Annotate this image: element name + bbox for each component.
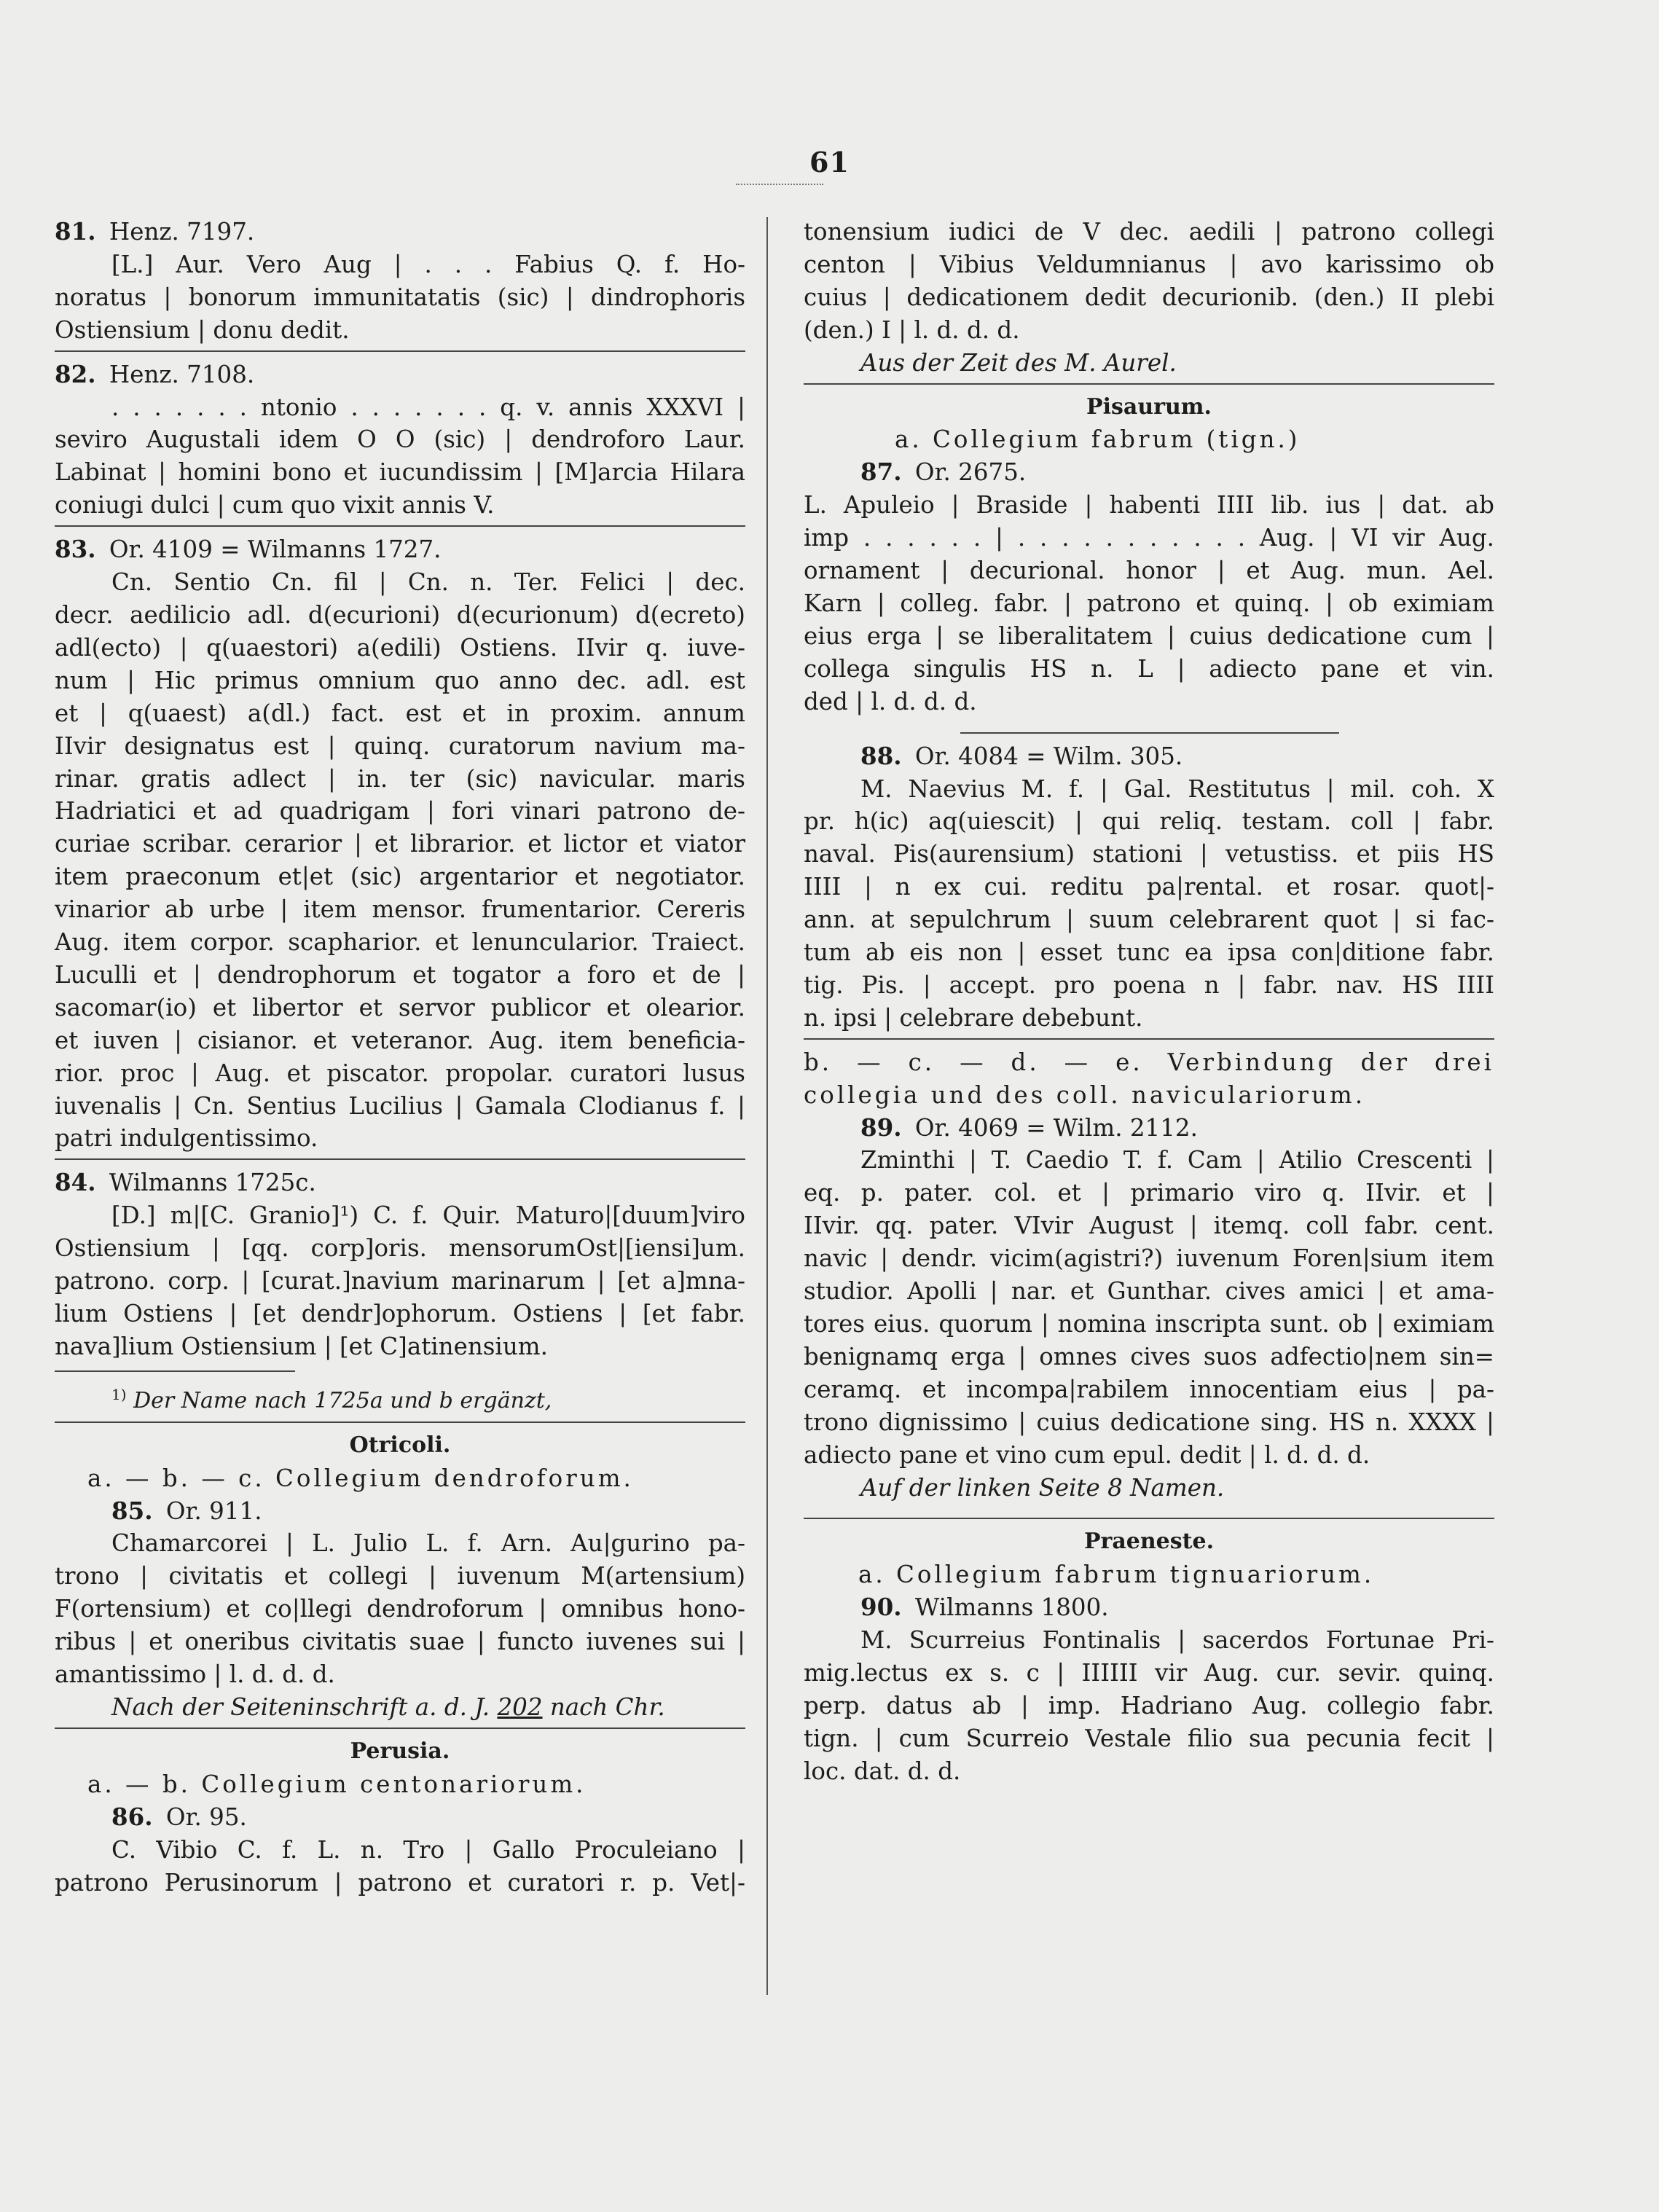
text-line: pr. h(ic) aq(uiescit) | qui reliq. testam. coll | fabr. — [804, 807, 1494, 836]
separator-rule — [960, 732, 1339, 734]
text-line: . . . . . . . ntonio . . . . . . . q. v. annis XXXVI | — [111, 393, 745, 421]
entry-heading — [55, 1801, 745, 1834]
text-line: IIvir. qq. pater. VIvir August | itemq. coll fabr. cent. — [804, 1212, 1494, 1240]
text-line: eq. p. pater. col. et | primario viro q. IIvir. et | — [804, 1179, 1494, 1207]
entry-reference: Henz. 7108. — [109, 360, 255, 388]
separator-rule — [55, 350, 745, 352]
spacer — [804, 718, 1494, 729]
text-line: Ostiensium | [qq. corp]oris. mensorumOst|[iensi]um. — [55, 1234, 745, 1263]
separator-rule — [804, 1038, 1494, 1040]
entry-heading — [55, 533, 745, 566]
text-line: mig.lectus ex s. c | IIIIII vir Aug. cur. sevir. quinq. — [804, 1659, 1494, 1687]
separator-rule — [804, 383, 1494, 385]
section-pisaurum — [804, 391, 1494, 1505]
collegium-title: a. — b. — c. Collegium dendroforum. — [87, 1464, 634, 1492]
text-line: coniugi dulci | cum quo vixit annis V. — [55, 491, 495, 519]
entry-reference: Or. 4069 = Wilm. 2112. — [914, 1113, 1198, 1142]
section-heading: Pisaurum. — [1086, 393, 1212, 420]
text-line: ded | l. d. d. d. — [804, 687, 977, 715]
collegium-title: a. — b. Collegium centonariorum. — [87, 1770, 587, 1798]
text-line: curiae scribar. cerarior | et librarior. et lictor et viator — [55, 830, 745, 858]
entry-number: 88. — [860, 741, 902, 770]
note-text: Nach der Seiteninschrift a. d. J. — [111, 1693, 490, 1721]
text-line: Hadriatici et ad quadrigam | fori vinari patrono de- — [55, 797, 745, 825]
text-line: seviro Augustali idem O O (sic) | dendroforo Laur. — [55, 425, 745, 454]
text-line: amantissimo | l. d. d. d. — [55, 1660, 335, 1689]
collegium-title: collegia und des coll. naviculariorum. — [804, 1080, 1366, 1109]
section-heading: Praeneste. — [1083, 1529, 1215, 1555]
text-line: M. Scurreius Fontinalis | sacerdos Fortunae Pri- — [860, 1626, 1494, 1655]
text-line: loc. dat. d. d. — [804, 1757, 961, 1785]
entry-81 — [55, 216, 745, 347]
text-line: Luculli et | dendrophorum et togator a foro et de | — [55, 960, 745, 989]
entry-number: 81. — [55, 217, 96, 246]
text-line: rior. proc | Aug. et piscator. propolar. curatori lusus — [55, 1059, 745, 1087]
entry-reference: Or. 4109 = Wilmanns 1727. — [109, 536, 442, 564]
separator-rule — [55, 525, 745, 527]
entry-84 — [55, 1166, 745, 1417]
footnote — [55, 1378, 745, 1418]
entry-reference: Or. 4084 = Wilm. 305. — [914, 742, 1183, 770]
separator-rule — [55, 1421, 745, 1423]
note-text: nach Chr. — [549, 1693, 665, 1721]
text-line: studior. Apolli | nar. et Gunthar. cives amici | et ama- — [804, 1277, 1494, 1306]
text-line: et iuven | cisianor. et veteranor. Aug. item beneficia- — [55, 1026, 745, 1054]
entry-83 — [55, 533, 745, 1155]
text-line: vinarior ab urbe | item mensor. frumentarior. Cereris — [55, 895, 745, 924]
separator-rule — [55, 1158, 745, 1160]
text-line: trono | civitatis et collegi | iuvenum M(artensium) — [55, 1562, 745, 1591]
entry-reference: Wilmanns 1800. — [914, 1593, 1109, 1622]
entry-heading — [804, 1591, 1494, 1624]
entry-86-continued — [804, 216, 1494, 380]
text-line: L. Apuleio | Braside | habenti IIII lib. ius | dat. ab — [804, 491, 1494, 519]
text-line: perp. datus ab | imp. Hadriano Aug. collegio fabr. — [804, 1691, 1494, 1719]
text-line: collega singulis HS n. L | adiecto pane et vin. — [804, 654, 1494, 683]
text-line: Chamarcorei | L. Julio L. f. Arn. Au|gurino pa- — [111, 1529, 745, 1558]
text-line: noratus | bonorum immunitatatis (sic) | dindrophoris — [55, 283, 745, 311]
text-line: num | Hic primus omnium quo anno dec. adl. est — [55, 666, 745, 694]
collegium-title: a. Collegium fabrum (tign.) — [895, 425, 1301, 454]
collegium-title: b. — c. — d. — e. Verbindung der drei — [804, 1048, 1494, 1076]
text-line: Zminthi | T. Caedio T. f. Cam | Atilio Crescenti | — [860, 1146, 1494, 1174]
text-line: IIvir designatus est | quinq. curatorum navium ma- — [55, 732, 745, 760]
entry-heading — [55, 358, 745, 391]
entry-reference: Or. 95. — [165, 1803, 247, 1831]
entry-number: 90. — [860, 1593, 902, 1622]
text-line: item praeconum et|et (sic) argentarior et negotiator. — [55, 863, 745, 891]
page-number: 61 — [809, 146, 850, 179]
entry-number: 86. — [111, 1802, 153, 1831]
text-line: benignamq erga | omnes cives suos adfectio|nem sin= — [804, 1342, 1494, 1370]
entry-reference: Or. 2675. — [914, 458, 1027, 487]
text-line: M. Naevius M. f. | Gal. Restitutus | mil. coh. X — [860, 774, 1494, 803]
text-line: tig. Pis. | accept. pro poena n | fabr. nav. HS IIII — [804, 970, 1494, 999]
text-line: (den.) I | l. d. d. d. — [804, 315, 1020, 344]
entry-number: 83. — [55, 535, 96, 564]
text-line: tign. | cum Scurreio Vestale filio sua pecunia fecit | — [804, 1724, 1494, 1752]
text-line: C. Vibio C. f. L. n. Tro | Gallo Proculeiano | — [111, 1835, 745, 1864]
separator-rule — [55, 1727, 745, 1729]
text-line: tonensium iudici de V dec. aedili | patrono collegi — [804, 218, 1494, 246]
entry-heading — [804, 740, 1494, 773]
separator-rule — [804, 1518, 1494, 1519]
text-line: sacomar(io) et libertor et servor publicor et olearior. — [55, 993, 745, 1021]
text-line: imp . . . . . . | . . . . . . . . . . . Aug. | VI vir Aug. — [804, 524, 1494, 552]
section-heading: Perusia. — [350, 1738, 450, 1764]
text-line: navic | dendr. vicim(agistri?) iuvenum Foren|sium item — [804, 1244, 1494, 1273]
entry-heading — [55, 216, 745, 248]
text-line: ornament | decurional. honor | et Aug. mun. Ael. — [804, 557, 1494, 585]
text-line: Labinat | homini bono et iucundissim | [M]arcia Hilara — [55, 458, 745, 487]
entry-number: 89. — [860, 1113, 902, 1142]
entry-number: 87. — [860, 458, 902, 487]
column-divider — [766, 217, 768, 1995]
text-line: et | q(uaest) a(dl.) fact. est et in proxim. annum — [55, 699, 745, 727]
note-year: 202 — [497, 1693, 543, 1721]
entry-number: 82. — [55, 359, 96, 388]
right-column — [804, 216, 1494, 1788]
text-line: IIII | n ex cui. reditu pa|rental. et rosar. quot|- — [804, 873, 1494, 901]
spacer — [804, 1504, 1494, 1514]
text-line: Cn. Sentio Cn. fil | Cn. n. Ter. Felici | dec. — [111, 568, 745, 597]
text-line: [L.] Aur. Vero Aug | . . . Fabius Q. f. Ho- — [111, 250, 745, 278]
collegium-title: a. Collegium fabrum tignuariorum. — [858, 1561, 1375, 1589]
text-line: adiecto pane et vino cum epul. dedit | l. d. d. d. — [804, 1440, 1370, 1469]
text-line: lium Ostiens | [et dendr]ophorum. Ostiens | [et fabr. — [55, 1300, 745, 1327]
footnote-rule — [55, 1370, 295, 1372]
section-perusia — [55, 1736, 745, 1899]
footnote-text: Der Name nach 1725a und b ergänzt, — [133, 1387, 552, 1413]
section-heading: Otricoli. — [349, 1432, 451, 1458]
text-line: patrono. corp. | [curat.]navium marinarum | [et a]mna- — [55, 1267, 745, 1295]
entry-heading — [804, 456, 1494, 489]
entry-number: 84. — [55, 1168, 96, 1197]
text-line: Karn | colleg. fabr. | patrono et quinq. | ob eximiam — [804, 589, 1494, 617]
date-note — [55, 1691, 745, 1724]
footnote-mark: 1) — [111, 1385, 127, 1403]
text-line: centon | Vibius Veldumnianus | avo karissimo ob — [804, 250, 1494, 278]
text-line: n. ipsi | celebrare debebunt. — [804, 1003, 1143, 1032]
text-line: ceramq. et incompa|rabilem innocentiam eius | pa- — [804, 1375, 1494, 1403]
text-line: naval. Pis(aurensium) stationi | vetustiss. et piis HS — [804, 840, 1494, 868]
entry-reference: Or. 911. — [165, 1497, 262, 1525]
text-line: iuvenalis | Cn. Sentius Lucilius | Gamala Clodianus f. | — [55, 1091, 745, 1120]
text-line: eius erga | se liberalitatem | cuius dedicatione cum | — [804, 621, 1494, 650]
date-note: Aus der Zeit des M. Aurel. — [860, 348, 1177, 377]
entry-number: 85. — [111, 1496, 153, 1525]
text-line: ann. at sepulchrum | suum celebrarent quot | si fac- — [804, 906, 1494, 934]
text-line: ribus | et oneribus civitatis suae | functo iuvenes sui | — [55, 1628, 745, 1656]
entry-reference: Wilmanns 1725c. — [109, 1169, 316, 1197]
text-line: [D.] m|[C. Granio]¹) C. f. Quir. Maturo|[duum]viro — [111, 1201, 745, 1230]
entry-reference: Henz. 7197. — [109, 218, 255, 246]
page-number-underline — [736, 184, 823, 185]
entry-heading — [55, 1495, 745, 1528]
text-line: rinar. gratis adlect | in. ter (sic) navicular. maris — [55, 764, 745, 793]
date-note: Auf der linken Seite 8 Namen. — [860, 1473, 1225, 1502]
text-line: cuius | dedicationem dedit decurionib. (den.) II plebi — [804, 283, 1494, 311]
entry-82 — [55, 358, 745, 522]
text-line: tores eius. quorum | nomina inscripta sunt. ob | eximiam — [804, 1310, 1494, 1338]
text-line: adl(ecto) | q(uaestori) a(edili) Ostiens. IIvir q. iuve- — [55, 633, 745, 662]
text-line: Aug. item corpor. scapharior. et lenuncularior. Traiect. — [55, 928, 745, 957]
entry-heading — [55, 1166, 745, 1199]
text-line: patrono Perusinorum | patrono et curatori r. p. Vet|- — [55, 1868, 745, 1897]
entry-heading — [804, 1112, 1494, 1145]
section-otricoli — [55, 1429, 745, 1724]
text-line: nava]lium Ostiensium | [et C]atinensium. — [55, 1332, 548, 1360]
text-line: trono dignissimo | cuius dedicatione sing. HS n. XXXX | — [804, 1408, 1494, 1436]
text-line: tum ab eis non | esset tunc ea ipsa con|ditione fabr. — [804, 938, 1494, 967]
text-line: patri indulgentissimo. — [55, 1124, 318, 1153]
text-line: F(ortensium) et co|llegi dendroforum | omnibus hono- — [55, 1595, 745, 1623]
section-praeneste — [804, 1526, 1494, 1787]
text-line: Ostiensium | donu dedit. — [55, 315, 350, 344]
left-column — [55, 216, 745, 1899]
text-line: decr. aedilicio adl. d(ecurioni) d(ecurionum) d(ecreto) — [55, 600, 745, 629]
